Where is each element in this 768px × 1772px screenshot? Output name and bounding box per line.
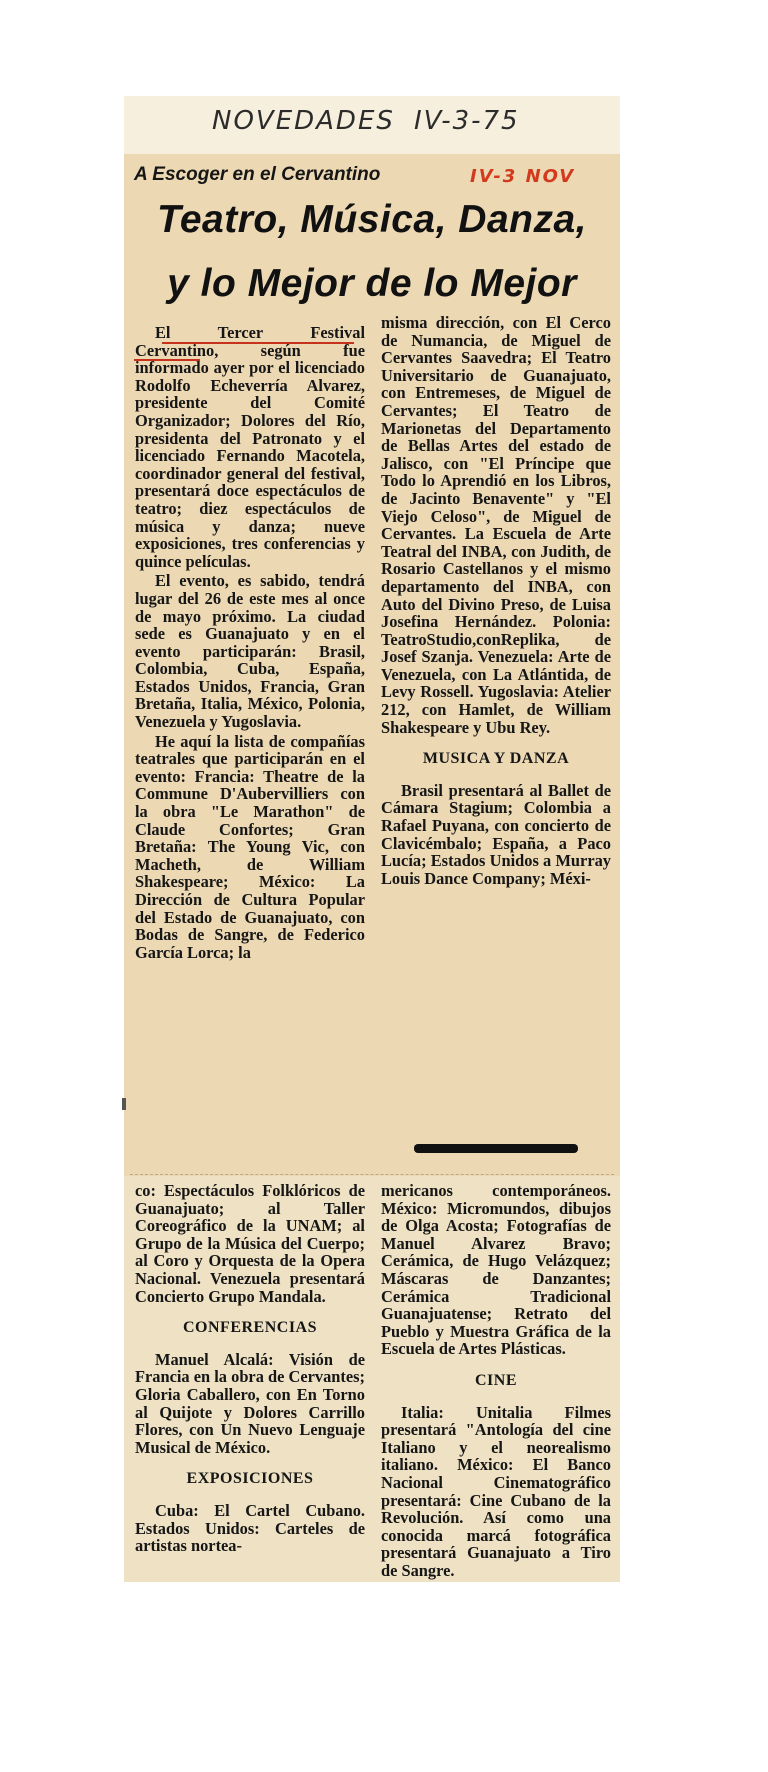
paragraph: mericanos contemporáneos. México: Micromundos, dibujos de Olga Acosta; Fotografías de Manuel Alvarez Bravo; Cerámica, de Hugo Velázquez; Máscaras de Danzantes; Cerámica Tradicional Guanajuatense; Retrato del Pueblo y Muestra Gráfica de la Escuela de Artes Plásticas. [381,1181,611,1359]
handwritten-date: IV-3-75 [414,106,520,136]
edge-mark [122,1098,126,1110]
headline-line-2: y lo Mejor de lo Mejor [167,262,577,305]
section-heading-exposiciones: EXPOSICIONES [186,1470,314,1488]
paragraph: co: Espectáculos Folklóricos de Guanajuato; al Taller Coreográfico de la UNAM; al Grupo de la Música del Cuerpo; al Coro y Orquesta de la Opera Nacional. Venezuela presentará Concierto Grupo Mandala. [135,1181,365,1306]
handwritten-source: NOVEDADES [212,106,395,136]
section-heading-cine: CINE [474,1371,517,1389]
article-kicker: A Escoger en el Cervantino [134,164,381,185]
paragraph: Manuel Alcalá: Visión de Francia en la obra de Cervantes; Gloria Caballero, con En Torno al Quijote y Dolores Carrillo Flores, con Un Nuevo Lenguaje Musical de México. [135,1349,365,1457]
paste-seam [130,1174,614,1178]
column-3 [135,1182,365,1557]
column-4 [381,1182,611,1581]
column-2 [381,314,611,889]
paragraph: Brasil presentará al Ballet de Cámara Stagium; Colombia a Rafael Puyana, con concierto de Clavicémbalo; España, a Paco Lucía; Estados Unidos a Murray Louis Dance Company; Méxi- [381,780,611,888]
paragraph: El Tercer Festival Cervantino, según fue informado ayer por el licenciado Rodolfo Echeverría Alvarez, presidente del Comité Organizador; Dolores del Río, presidenta del Patronato y el licenciado Fernando Macotela, coordinador general del festival, presentará doce espectáculos de teatro; diez espectáculos de música y danza; nueve exposiciones, tres conferencias y quince películas. [135,323,365,571]
paragraph: misma dirección, con El Cerco de Numancia, de Miguel de Cervantes Saavedra; El Teatro Universitario de Guanajuato, con Entremeses, de Miguel de Cervantes; El Teatro de Marionetas del Departamento de Bellas Artes del estado de Jalisco, con "El Príncipe que Todo lo Aprendió en los Libros, de Jacinto Benavente" y "El Viejo Celoso", de Miguel de Cervantes. La Escuela de Arte Teatral del INBA, con Judith, de Rosario Castellanos y el mismo departamento del INBA, con Auto del Divino Preso, de Luisa Josefina Hernández. Polonia: TeatroStudio,conReplika, de Josef Szanja. Venezuela: Arte de Venezuela, con La Atlántida, de Levy Rossell. Yugoslavia: Atelier 212, con Hamlet, de William Shakespeare y Ubu Rey. [381,313,611,737]
headline-line-1: Teatro, Música, Danza, [156,198,587,241]
column-1 [135,324,365,963]
paragraph: El evento, es sabido, tendrá lugar del 26 de este mes al once de mayo próximo. La ciudad sede es Guanajuato y en el evento participarán: Brasil, Colombia, Cuba, España, Estados Unidos, Francia, Gran Bretaña, Italia, México, Polonia, Venezuela y Yugoslavia. [135,571,365,732]
section-heading-conferencias: CONFERENCIAS [182,1319,317,1337]
paragraph: Italia: Unitalia Filmes presentará "Antología del cine Italiano y el neorealismo italiano. México: El Banco Nacional Cinematográfico presentará: Cine Cubano de la Revolución. Así como una conocida marcá fotográfica presentará Guanajuato a Tiro de Sangre. [381,1402,611,1580]
ink-blot [414,1144,578,1153]
newspaper-clipping [124,96,620,1582]
paragraph: He aquí la lista de compañías teatrales que participarán en el evento: Francia: Theatre de la Commune D'Aubervilliers con la obra "Le Marathon" de Claude Confortes; Gran Bretaña: The Young Vic, con Macheth, de William Shakespeare; México: La Dirección de Cultura Popular del Estado de Guanajuato, con Bodas de Sangre, de Federico García Lorca; la [135,731,365,962]
handwritten-red-note: IV-3 NOV [470,166,576,187]
paragraph: Cuba: El Cartel Cubano. Estados Unidos: Carteles de artistas nortea- [135,1500,365,1556]
section-heading-musica-danza: MUSICA Y DANZA [422,750,570,768]
